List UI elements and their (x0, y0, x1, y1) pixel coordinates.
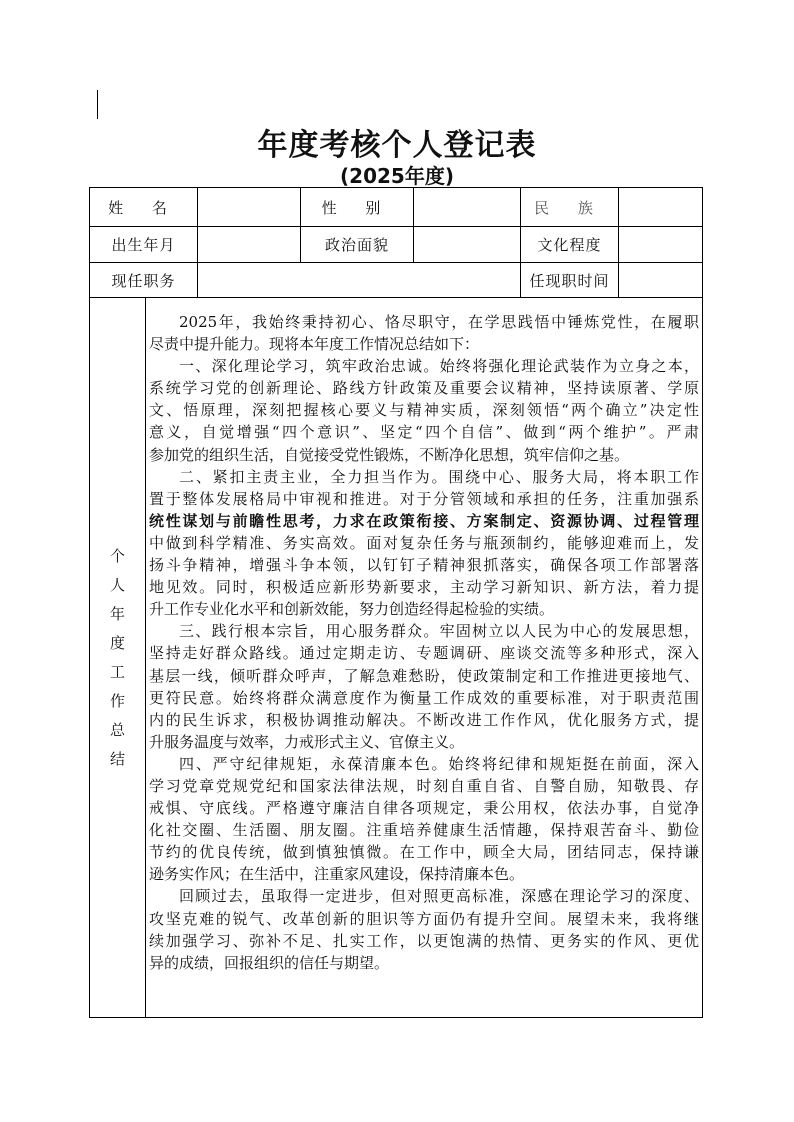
summary-paragraph (149, 311, 699, 355)
summary-label-char: 作 (109, 692, 125, 710)
summary-line: 置于整体发展格局中审视和推进。对于分管领域和承担的任务，注重加强系 (149, 489, 699, 508)
name-field[interactable] (197, 187, 301, 227)
page-title: 年度考核个人登记表 (257, 128, 537, 163)
cursor-mark (97, 90, 98, 119)
gender-field[interactable] (413, 187, 521, 227)
summary-line: 参加党的组织生活，自觉接受党性锻炼，不断净化思想，筑牢信仰之基。 (149, 445, 630, 464)
summary-label-char: 结 (109, 750, 125, 768)
summary-line: 节约的优良传统，做到慎独慎微。在工作中，顾全大局，团结同志，保持谦 (149, 843, 699, 862)
summary-line: 二、紧扣主责主业，全力担当作为。围绕中心、服务大局，将本职工作 (179, 467, 699, 486)
summary-label-char: 工 (109, 663, 125, 681)
annual-summary-text[interactable] (145, 297, 703, 1018)
position-label: 现任职务 (89, 262, 198, 298)
summary-line: 系统学习党的创新理论、路线方针政策及重要会议精神，坚持读原著、学原 (149, 379, 699, 398)
summary-line: 2025年，我始终秉持初心、恪尽职守，在学思践悟中锤炼党性，在履职 (179, 313, 699, 331)
ethnicity-field[interactable] (618, 187, 703, 227)
name-label: 姓 名 (89, 187, 198, 227)
summary-line: 文、悟原理，深刻把握核心要义与精神实质，深刻领悟“两个确立”决定性 (149, 401, 699, 420)
position-field[interactable] (197, 262, 521, 298)
summary-line: 尽责中提升能力。现将本年度工作情况总结如下： (149, 335, 480, 354)
summary-line: 戒惧、守底线。严格遵守廉洁自律各项规定，秉公用权，依法办事，自觉净 (149, 799, 699, 818)
political-label: 政治面貌 (300, 226, 414, 263)
summary-paragraph (149, 620, 699, 753)
page-subtitle: (2025年度) (340, 164, 454, 188)
summary-line: 统性谋划与前瞻性思考，力求在政策衔接、方案制定、资源协调、过程管理 (149, 511, 699, 530)
summary-label (89, 297, 146, 1018)
summary-label-char: 总 (109, 721, 125, 739)
summary-paragraph (149, 355, 699, 465)
birth-label: 出生年月 (89, 226, 198, 263)
summary-paragraph (149, 466, 699, 621)
summary-line: 续加强学习、弥补不足、扎实工作，以更饱满的热情、更务实的作风、更优 (149, 931, 699, 950)
summary-line: 扬斗争精神，增强斗争本领，以钉钉子精神狠抓落实，确保各项工作部署落 (149, 556, 699, 575)
summary-line: 基层一线，倾听群众呼声，了解急难愁盼，使政策制定和工作推进更接地气、 (149, 666, 699, 685)
summary-line: 升工作专业化水平和创新效能，努力创造经得起检验的实绩。 (149, 600, 555, 619)
education-label: 文化程度 (520, 226, 619, 263)
summary-paragraph (149, 753, 699, 886)
political-field[interactable] (413, 226, 521, 263)
summary-line: 化社交圈、生活圈、朋友圈。注重培养健康生活情趣，保持艰苦奋斗、勤俭 (149, 821, 699, 840)
summary-label-char: 个 (109, 547, 125, 565)
ethnicity-label: 民 族 (520, 187, 619, 227)
summary-line: 学习党章党规党纪和国家法律法规，时刻自重自省、自警自励，知敬畏、存 (149, 776, 699, 795)
summary-line: 一、深化理论学习，筑牢政治忠诚。始终将强化理论武装作为立身之本， (179, 357, 699, 376)
summary-paragraph (149, 885, 699, 973)
summary-line: 地见效。同时，积极适应新形势新要求，主动学习新知识、新方法，着力提 (149, 578, 699, 597)
birth-field[interactable] (197, 226, 301, 263)
summary-line: 异的成绩，回报组织的信任与期望。 (149, 953, 390, 972)
gender-label: 性 别 (300, 187, 414, 227)
summary-line: 三、践行根本宗旨，用心服务群众。牢固树立以人民为中心的发展思想， (179, 622, 699, 641)
summary-line: 升服务温度与效率，力戒形式主义、官僚主义。 (149, 732, 465, 751)
education-field[interactable] (618, 226, 703, 263)
summary-label-char: 度 (109, 634, 125, 652)
summary-line: 更符民意。始终将群众满意度作为衡量工作成效的重要标准，对于职责范围 (149, 688, 699, 707)
summary-line: 回顾过去，虽取得一定进步，但对照更高标准，深感在理论学习的深度、 (179, 887, 699, 906)
tenure-label: 任现职时间 (520, 262, 619, 298)
summary-line: 内的民生诉求，积极协调推动解决。不断改进工作作风，优化服务方式，提 (149, 710, 699, 729)
summary-line: 坚持走好群众路线。通过定期走访、专题调研、座谈交流等多种形式，深入 (149, 644, 699, 663)
summary-label-char: 年 (109, 605, 125, 623)
summary-line: 四、严守纪律规矩，永葆清廉本色。始终将纪律和规矩挺在前面，深入 (179, 754, 699, 773)
summary-label-char: 人 (109, 576, 125, 594)
summary-line: 中做到科学精准、务实高效。面对复杂任务与瓶颈制约，能够迎难而上，发 (149, 533, 699, 552)
summary-line: 攻坚克难的锐气、改革创新的胆识等方面仍有提升空间。展望未来，我将继 (149, 909, 699, 928)
summary-line: 意义，自觉增强“四个意识”、坚定“四个自信”、做到“两个维护”。严肃 (149, 423, 699, 442)
tenure-field[interactable] (618, 262, 703, 298)
summary-line: 逊务实作风；在生活中，注重家风建设，保持清廉本色。 (149, 865, 525, 884)
